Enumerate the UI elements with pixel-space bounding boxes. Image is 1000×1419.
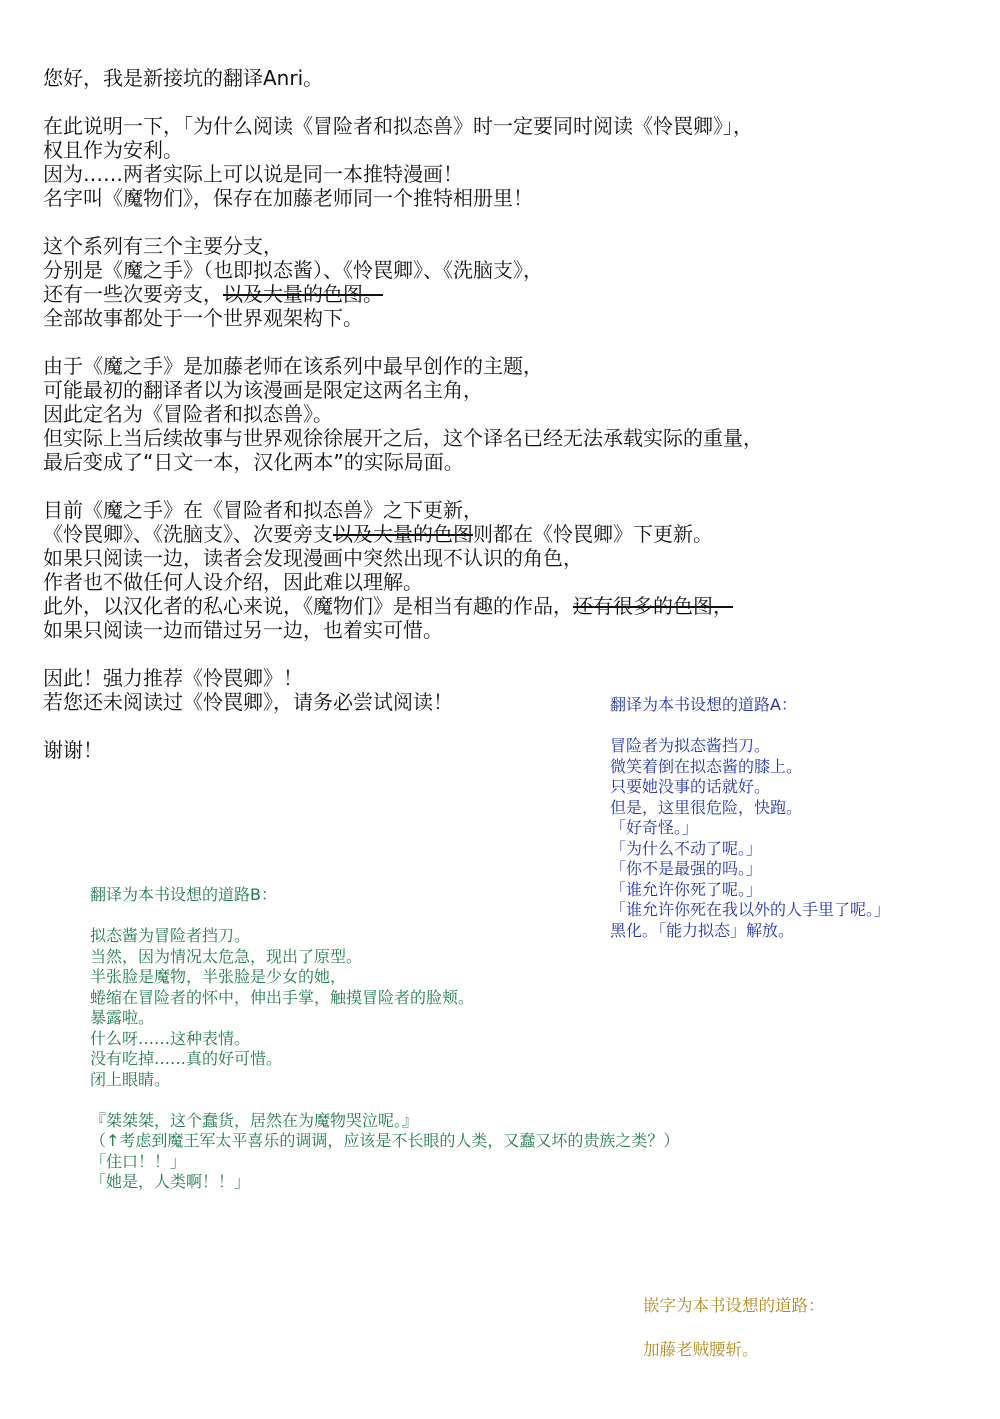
route-a-line: 黑化。「能力拟态」解放。: [610, 920, 795, 940]
text-line: 如果只阅读一边，读者会发现漫画中突然出现不认识的角色，: [43, 546, 583, 570]
text-line: 作者也不做任何人设介绍，因此难以理解。: [43, 570, 423, 594]
route-b-line: 拟态酱为冒险者挡刀。: [90, 926, 251, 945]
route-c-line: 加藤老贼腰斩。: [643, 1340, 759, 1359]
route-b-line: （↑考虑到魔王军太平喜乐的调调，应该是不长眼的人类，又蠢又坏的贵族之类？）: [90, 1131, 680, 1150]
text-line: 因为……两者实际上可以说是同一本推特漫画！: [43, 162, 463, 186]
route-a-line: 只要她没事的话就好。: [610, 777, 771, 796]
strikethrough-text: 以及大量的色图: [333, 522, 473, 546]
route-b-line: 没有吃掉……真的好可惜。: [90, 1049, 283, 1068]
text-line: [43, 594, 953, 618]
text-segment: 还有一些次要旁支，: [43, 282, 223, 306]
route-a-title: 翻译为本书设想的道路A：: [610, 695, 797, 714]
main-text: [43, 66, 953, 762]
route-b-line: 什么呀……这种表情。: [90, 1028, 251, 1048]
text-line: 因此！强力推荐《怜罠卿》！: [43, 666, 303, 690]
text-line: 可能最初的翻译者以为该漫画是限定这两名主角，: [43, 378, 483, 402]
route-a-line: 微笑着倒在拟态酱的膝上。: [610, 756, 803, 776]
text-segment: 则都在《怜罠卿》下更新。: [473, 522, 713, 546]
route-a-line: 「你不是最强的吗。」: [610, 859, 763, 878]
route-b-line: 当然，因为情况太危急，现出了原型。: [90, 946, 363, 966]
text-line: [43, 282, 953, 306]
route-b-title: 翻译为本书设想的道路B：: [90, 885, 277, 904]
text-segment: 《怜罠卿》、《洗脑支》、次要旁支: [43, 522, 333, 546]
text-line: 如果只阅读一边而错过另一边，也着实可惜。: [43, 618, 443, 642]
text-line: 分别是《魔之手》（也即拟态酱）、《怜罠卿》、《洗脑支》，: [43, 258, 543, 282]
strikethrough-text: 还有很多的色图，: [573, 594, 733, 618]
route-a-line: 但是，这里很危险，快跑。: [610, 797, 803, 817]
text-line: 由于《魔之手》是加藤老师在该系列中最早创作的主题，: [43, 354, 543, 378]
strikethrough-text: 以及大量的色图。: [223, 282, 383, 306]
text-line: 但实际上当后续故事与世界观徐徐展开之后，这个译名已经无法承载实际的重量，: [43, 426, 763, 450]
text-line: 这个系列有三个主要分支，: [43, 234, 283, 258]
text-line: 目前《魔之手》在《冒险者和拟态兽》之下更新，: [43, 498, 483, 522]
text-line: 在此说明一下，「为什么阅读《冒险者和拟态兽》时一定要同时阅读《怜罠卿》」，: [43, 114, 753, 138]
route-b-line: 蜷缩在冒险者的怀中，伸出手掌，触摸冒险者的脸颊。: [90, 987, 475, 1007]
text-line: 若您还未阅读过《怜罠卿》，请务必尝试阅读！: [43, 690, 453, 714]
text-line: 权且作为安利。: [43, 138, 183, 162]
text-line: 最后变成了“日文一本，汉化两本”的实际局面。: [43, 450, 464, 474]
route-b-line: 「住口！！」: [90, 1151, 187, 1171]
route-b-block: [90, 885, 679, 1193]
route-b-line: 「她是，人类啊！！」: [90, 1172, 251, 1191]
route-b-line: 暴露啦。: [90, 1008, 155, 1027]
route-a-line: 冒险者为拟态酱挡刀。: [610, 736, 771, 755]
text-line: 名字叫《魔物们》，保存在加藤老师同一个推特相册里！: [43, 186, 533, 210]
text-line: 因此定名为《冒险者和拟态兽》。: [43, 402, 333, 426]
text-line: 全部故事都处于一个世界观架构下。: [43, 306, 363, 330]
route-c-title: 嵌字为本书设想的道路：: [643, 1296, 825, 1315]
route-a-line: 「谁允许你死在我以外的人手里了呢。」: [610, 900, 891, 919]
route-a-line: 「谁允许你死了呢。」: [610, 879, 763, 899]
route-b-line: 闭上眼睛。: [90, 1069, 171, 1089]
route-b-line: 『桀桀桀，这个蠢货，居然在为魔物哭泣呢。』: [90, 1110, 419, 1130]
greeting-line: 您好，我是新接坑的翻译Anri。: [43, 66, 324, 90]
text-line: [43, 522, 953, 546]
text-segment: 此外，以汉化者的私心来说，《魔物们》是相当有趣的作品，: [43, 594, 573, 618]
route-c-block: [643, 1295, 825, 1361]
route-a-line: 「好奇怪。」: [610, 818, 699, 837]
route-b-line: 半张脸是魔物，半张脸是少女的她，: [90, 967, 347, 986]
route-a-line: 「为什么不动了呢。」: [610, 838, 763, 858]
thanks-line: 谢谢！: [43, 738, 103, 762]
